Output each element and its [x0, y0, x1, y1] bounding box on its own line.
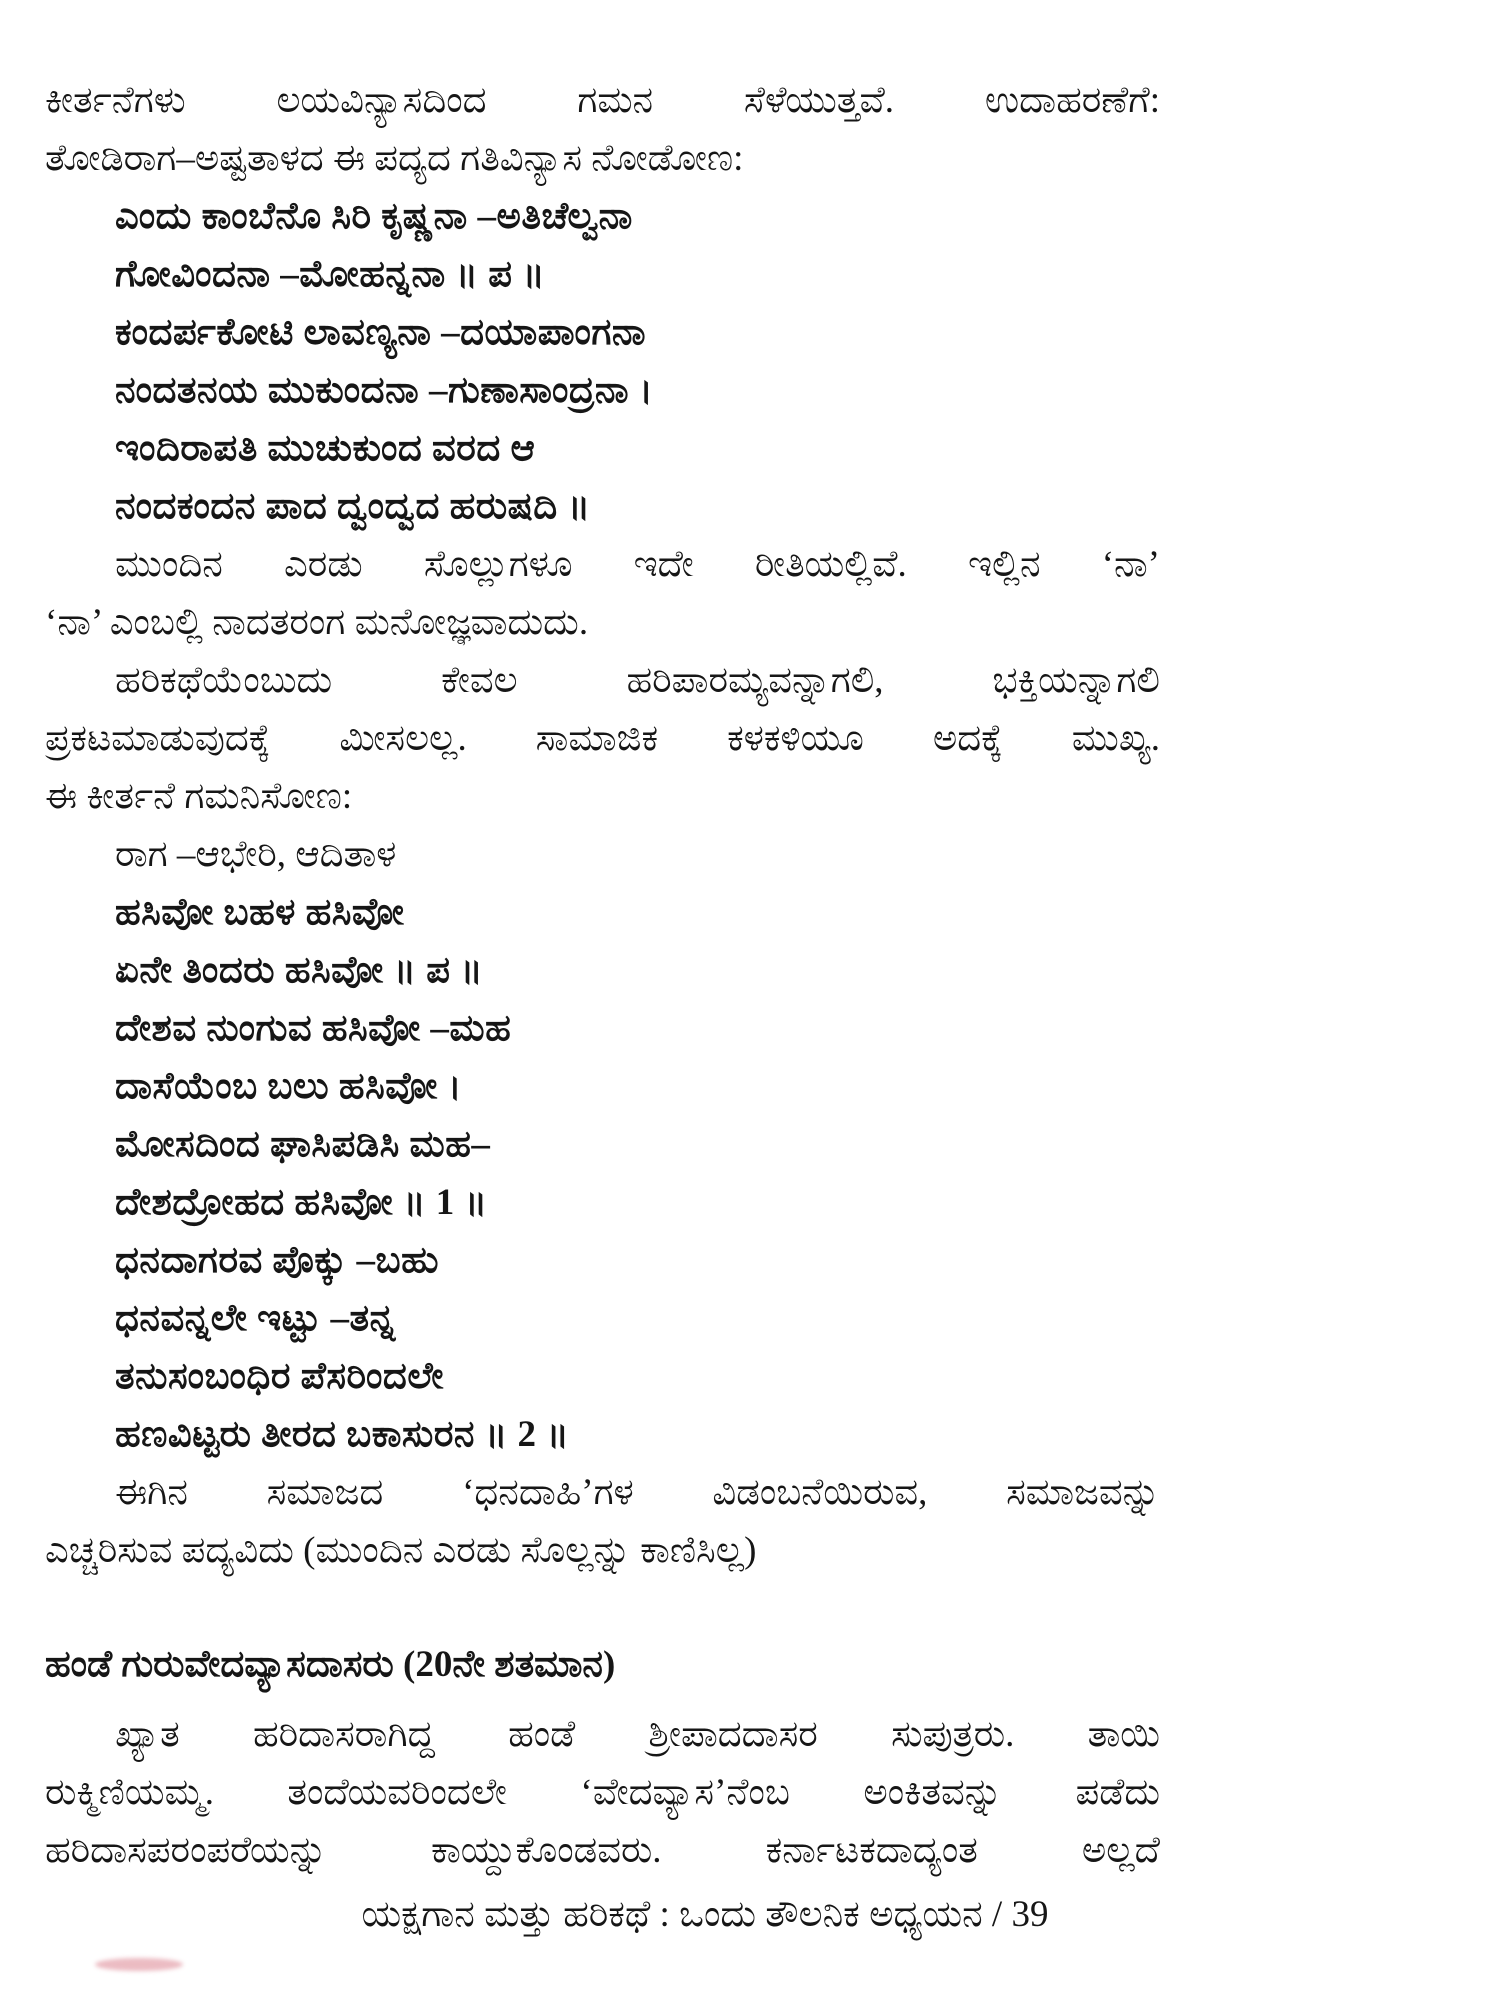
- paragraph-line: ರುಕ್ಮಿಣಿಯಮ್ಮ. ತಂದೆಯವರಿಂದಲೇ ‘ವೇದವ್ಯಾಸ’ನೆಂಬ ಅಂಕಿತವನ್ನು ಪಡೆದು: [45, 1772, 1160, 1813]
- ink-smudge-artifact: [95, 1958, 183, 1971]
- verse2-line: ಧನದಾಗರವ ಪೊಕ್ಕು –ಬಹು: [115, 1240, 439, 1281]
- paragraph-line: ಈ ಕೀರ್ತನೆ ಗಮನಿಸೋಣ:: [45, 776, 353, 817]
- verse1-line: ನಂದಕಂದನ ಪಾದ ದ್ವಂದ್ವದ ಹರುಷದಿ ॥: [115, 486, 591, 527]
- verse1-line: ನಂದತನಯ ಮುಕುಂದನಾ –ಗುಣಾಸಾಂದ್ರನಾ ।: [115, 370, 654, 411]
- paragraph-line: ತೋಡಿರಾಗ–ಅಷ್ಟತಾಳದ ಈ ಪದ್ಯದ ಗತಿವಿನ್ಯಾಸ ನೋಡೋಣ:: [45, 138, 744, 179]
- paragraph-line: ‘ನಾ’ ಎಂಬಲ್ಲಿ ನಾದತರಂಗ ಮನೋಜ್ಞವಾದುದು.: [45, 602, 589, 643]
- verse2-line: ಧನವನ್ನಲೇ ಇಟ್ಟು –ತನ್ನ: [115, 1298, 396, 1339]
- verse2-line: ದೇಶದ್ರೋಹದ ಹಸಿವೋ ॥ 1 ॥: [115, 1182, 488, 1223]
- running-footer: ಯಕ್ಷಗಾನ ಮತ್ತು ಹರಿಕಥೆ : ಒಂದು ತೌಲನಿಕ ಅಧ್ಯಯನ / 39: [361, 1894, 1049, 1935]
- verse1-line: ಎಂದು ಕಾಂಬೆನೊ ಸಿರಿ ಕೃಷ್ಣನಾ –ಅತಿಚೆಲ್ವನಾ: [115, 196, 633, 237]
- verse2-line: ದಾಸೆಯೆಂಬ ಬಲು ಹಸಿವೋ ।: [115, 1066, 463, 1107]
- paragraph-line: ಪ್ರಕಟಮಾಡುವುದಕ್ಕೆ ಮೀಸಲಲ್ಲ. ಸಾಮಾಜಿಕ ಕಳಕಳಿಯೂ ಅದಕ್ಕೆ ಮುಖ್ಯ.: [45, 718, 1160, 759]
- paragraph-line: ಹರಿಕಥೆಯೆಂಬುದು ಕೇವಲ ಹರಿಪಾರಮ್ಯವನ್ನಾಗಲಿ, ಭಕ್ತಿಯನ್ನಾಗಲಿ: [115, 660, 1160, 701]
- verse2-line: ತನುಸಂಬಂಧಿರ ಪೆಸರಿಂದಲೇ: [115, 1356, 444, 1397]
- raga-tala-line: ರಾಗ –ಆಭೇರಿ, ಆದಿತಾಳ: [115, 834, 397, 875]
- paragraph-line: ಕೀರ್ತನೆಗಳು ಲಯವಿನ್ಯಾಸದಿಂದ ಗಮನ ಸೆಳೆಯುತ್ತವೆ. ಉದಾಹರಣೆಗೆ:: [45, 80, 1160, 121]
- paragraph-line: ಹರಿದಾಸಪರಂಪರೆಯನ್ನು ಕಾಯ್ದುಕೊಂಡವರು. ಕರ್ನಾಟಕದಾದ್ಯಂತ ಅಲ್ಲದೆ: [45, 1830, 1160, 1871]
- paragraph-line: ಈಗಿನ ಸಮಾಜದ ‘ಧನದಾಹಿ’ಗಳ ವಿಡಂಬನೆಯಿರುವ, ಸಮಾಜವನ್ನು: [115, 1472, 1160, 1513]
- verse1-line: ಕಂದರ್ಪಕೋಟಿ ಲಾವಣ್ಯನಾ –ದಯಾಪಾಂಗನಾ: [115, 312, 647, 353]
- verse2-line: ಹಸಿವೋ ಬಹಳ ಹಸಿವೋ: [115, 892, 405, 933]
- paragraph-line: ಖ್ಯಾತ ಹರಿದಾಸರಾಗಿದ್ದ ಹಂಡೆ ಶ್ರೀಪಾದದಾಸರ ಸುಪುತ್ರರು. ತಾಯಿ: [115, 1714, 1160, 1755]
- section-heading: ಹಂಡೆ ಗುರುವೇದವ್ಯಾಸದಾಸರು (20ನೇ ಶತಮಾನ): [45, 1644, 616, 1685]
- verse2-line: ದೇಶವ ನುಂಗುವ ಹಸಿವೋ –ಮಹ: [115, 1008, 512, 1049]
- verse2-line: ಏನೇ ತಿಂದರು ಹಸಿವೋ ॥ ಪ ॥: [115, 950, 484, 991]
- verse2-line: ಹಣವಿಟ್ಟರು ತೀರದ ಬಕಾಸುರನ ॥ 2 ॥: [115, 1414, 570, 1455]
- page-body: [45, 72, 1160, 1880]
- paragraph-line: ಮುಂದಿನ ಎರಡು ಸೊಲ್ಲುಗಳೂ ಇದೇ ರೀತಿಯಲ್ಲಿವೆ. ಇಲ್ಲಿನ ‘ನಾ’: [115, 544, 1160, 585]
- verse1-line: ಇಂದಿರಾಪತಿ ಮುಚುಕುಂದ ವರದ ಆ: [115, 428, 536, 469]
- verse1-line: ಗೋವಿಂದನಾ –ಮೋಹನ್ನನಾ ॥ ಪ ॥: [115, 254, 546, 295]
- verse2-line: ಮೋಸದಿಂದ ಘಾಸಿಪಡಿಸಿ ಮಹ–: [115, 1124, 491, 1165]
- paragraph-line: ಎಚ್ಚರಿಸುವ ಪದ್ಯವಿದು (ಮುಂದಿನ ಎರಡು ಸೊಲ್ಲನ್ನು ಕಾಣಿಸಿಲ್ಲ): [45, 1530, 757, 1571]
